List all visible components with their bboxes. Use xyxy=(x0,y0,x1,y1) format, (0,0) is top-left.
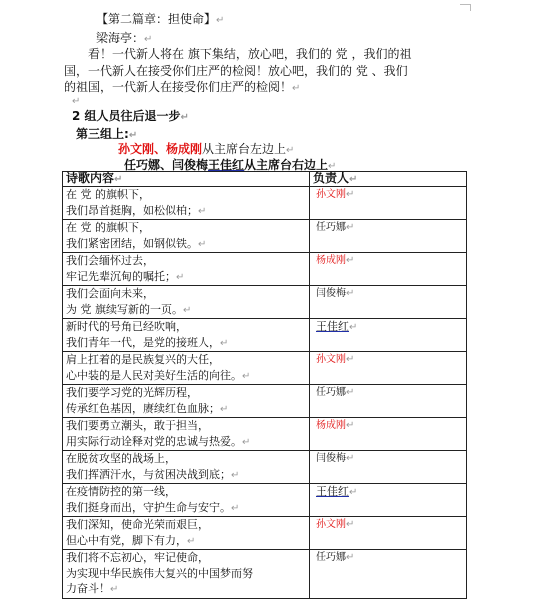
poem-cell-line xyxy=(66,434,306,451)
paragraph-mark: ↵ xyxy=(346,420,355,431)
person-cell xyxy=(310,319,467,352)
assignment-table xyxy=(62,171,467,599)
speaker-label xyxy=(96,29,152,46)
poem-cell xyxy=(63,418,310,451)
poem-cell-line xyxy=(66,418,306,434)
poem-cell-line xyxy=(66,533,306,550)
paragraph-mark: ↵ xyxy=(220,403,229,415)
person-name: 孙文刚 xyxy=(316,519,346,530)
page-corner-mark xyxy=(460,4,471,11)
person-name: 任巧娜 xyxy=(316,222,346,233)
right-entry-underlined-name: 王佳红 xyxy=(208,158,245,172)
paragraph-mark: ↵ xyxy=(346,552,355,563)
poem-cell-line xyxy=(66,319,306,335)
paragraph-mark: ↵ xyxy=(349,174,358,185)
section-title-text: 【第二篇章：担使命】 xyxy=(96,12,217,26)
poem-cell-text: 我们要勇立潮头，敢于担当， xyxy=(66,419,209,432)
right-entry-suffix: 从主席台右边上 xyxy=(244,158,329,172)
paragraph-mark: ↵ xyxy=(346,387,355,398)
header-person-text: 负责人 xyxy=(313,171,350,185)
poem-cell-line xyxy=(66,302,306,319)
poem-cell-text: 但心中有党，脚下有力， xyxy=(66,533,187,547)
paragraph-mark: ↵ xyxy=(198,205,207,217)
paragraph-mark: ↵ xyxy=(292,83,301,94)
table-row xyxy=(63,451,467,484)
table-row xyxy=(63,187,467,220)
poem-text: 国，一代新人在接受你们庄严的检阅！放心吧，我们的 党 、我们 xyxy=(64,64,408,78)
poem-cell-text: 我们紧密团结，如钢似铁。 xyxy=(66,236,198,250)
table-row xyxy=(63,385,467,418)
poem-line-1 xyxy=(88,45,411,62)
paragraph-mark: ↵ xyxy=(346,354,355,365)
poem-cell-text: 在 党 的旗帜下， xyxy=(66,221,150,234)
poem-line-3 xyxy=(64,78,300,95)
poem-cell xyxy=(63,187,310,220)
poem-text: 看！一代新人将在 旗下集结，放心吧，我们的 党 ，我们的祖 xyxy=(88,47,412,61)
poem-cell-line xyxy=(66,286,306,302)
speaker-text: 梁海亭： xyxy=(96,31,145,45)
person-cell xyxy=(310,550,467,599)
poem-cell-text: 我们将不忘初心，牢记使命， xyxy=(66,551,209,564)
header-poem-text: 诗歌内容 xyxy=(66,171,115,185)
person-name: 孙文刚 xyxy=(316,189,346,200)
poem-cell-line xyxy=(66,500,306,517)
poem-cell xyxy=(63,484,310,517)
paragraph-mark: ↵ xyxy=(346,453,355,464)
poem-cell-line xyxy=(66,451,306,467)
poem-cell-text: 在疫情防控的第一线， xyxy=(66,485,176,498)
right-entry-names: 任巧娜、闫俊梅 xyxy=(124,158,209,172)
paragraph-mark: ↵ xyxy=(349,487,358,498)
paragraph-mark: ↵ xyxy=(346,255,355,266)
person-cell xyxy=(310,286,467,319)
poem-cell-text: 牢记先辈沉甸的嘱托； xyxy=(66,269,176,283)
left-entry-suffix: 从主席台左边上 xyxy=(202,142,287,156)
person-name: 杨成刚 xyxy=(316,255,346,266)
poem-cell-text: 我们昂首挺胸，如松似柏； xyxy=(66,203,198,217)
poem-cell-text: 在 党 的旗帜下， xyxy=(66,188,150,201)
poem-cell-text: 新时代的号角已经吹响， xyxy=(66,320,187,333)
paragraph-mark: ↵ xyxy=(346,222,355,233)
poem-cell-line xyxy=(66,220,306,236)
person-cell xyxy=(310,484,467,517)
paragraph-mark: ↵ xyxy=(231,502,240,514)
person-cell xyxy=(310,385,467,418)
person-name: 杨成刚 xyxy=(316,420,346,431)
poem-cell-line xyxy=(66,368,306,385)
poem-cell-text: 用实际行动诠释对党的忠诚与热爱。 xyxy=(66,434,242,448)
poem-cell-text: 我们会缅怀过去， xyxy=(66,254,154,267)
poem-line-2 xyxy=(64,62,408,79)
poem-cell-line xyxy=(66,269,306,286)
poem-cell-text: 我们青年一代，是党的接班人， xyxy=(66,335,220,349)
section-title xyxy=(96,10,224,27)
poem-cell-text: 传承红色基因，赓续红色血脉； xyxy=(66,401,220,415)
poem-cell-line xyxy=(66,385,306,401)
poem-cell-line xyxy=(66,203,306,220)
table-row xyxy=(63,220,467,253)
left-entry-line xyxy=(118,140,294,157)
paragraph-mark: ↵ xyxy=(242,436,251,448)
poem-cell-text: 肩上扛着的是民族复兴的大任， xyxy=(66,353,220,366)
poem-cell-text: 力奋斗！ xyxy=(66,582,110,595)
person-cell xyxy=(310,418,467,451)
paragraph-mark: ↵ xyxy=(216,15,225,26)
paragraph-mark: ↵ xyxy=(144,34,153,45)
person-name: 闫俊梅 xyxy=(316,288,346,299)
paragraph-mark: ↵ xyxy=(128,130,138,141)
poem-cell-line xyxy=(66,335,306,352)
poem-cell-text: 为实现中华民族伟大复兴的中国梦而努 xyxy=(66,566,253,580)
poem-cell-line xyxy=(66,236,306,253)
poem-cell xyxy=(63,550,310,599)
person-name: 任巧娜 xyxy=(316,552,346,563)
paragraph-mark: ↵ xyxy=(346,288,355,299)
poem-text: 的祖国，一代新人在接受你们庄严的检阅！ xyxy=(64,80,293,94)
poem-cell-line xyxy=(66,467,306,484)
paragraph-mark: ↵ xyxy=(110,584,119,595)
paragraph-mark: ↵ xyxy=(286,145,295,156)
poem-cell-text: 在脱贫攻坚的战场上， xyxy=(66,452,176,465)
left-entry-names: 孙文刚、杨成刚 xyxy=(118,142,203,156)
poem-cell xyxy=(63,220,310,253)
poem-cell-line xyxy=(66,581,306,598)
group2-instruction xyxy=(72,107,189,124)
table-body xyxy=(63,187,467,599)
poem-cell-line xyxy=(66,352,306,368)
poem-cell-line xyxy=(66,550,306,566)
poem-cell xyxy=(63,352,310,385)
poem-cell-line xyxy=(66,484,306,500)
paragraph-mark: ↵ xyxy=(346,519,355,530)
poem-cell xyxy=(63,286,310,319)
person-name: 孙文刚 xyxy=(316,354,346,365)
group3-text: 第三组上: xyxy=(76,127,129,141)
poem-cell-text: 我们挺身而出，守护生命与安宁。 xyxy=(66,500,231,514)
group2-text: 2 组人员往后退一步 xyxy=(72,109,181,123)
poem-cell-text: 我们挥洒汗水，与贫困决战到底； xyxy=(66,467,231,481)
poem-cell xyxy=(63,385,310,418)
poem-cell-text: 我们要学习党的光辉历程， xyxy=(66,386,198,399)
person-name: 王佳红 xyxy=(316,485,349,498)
poem-cell-text: 我们深知，使命光荣而艰巨， xyxy=(66,518,209,531)
person-cell xyxy=(310,220,467,253)
paragraph-mark: ↵ xyxy=(183,304,192,316)
table-row xyxy=(63,517,467,550)
poem-cell xyxy=(63,517,310,550)
paragraph-mark: ↵ xyxy=(349,322,358,333)
person-cell xyxy=(310,253,467,286)
poem-cell xyxy=(63,451,310,484)
poem-cell-line xyxy=(66,253,306,269)
paragraph-mark: ↵ xyxy=(187,535,196,547)
blank-paragraph-mark: ↵ xyxy=(72,96,81,107)
table-row xyxy=(63,418,467,451)
table-row xyxy=(63,286,467,319)
poem-cell-line xyxy=(66,187,306,203)
poem-cell-text: 我们会面向未来， xyxy=(66,287,154,300)
paragraph-mark: ↵ xyxy=(346,189,355,200)
person-name: 闫俊梅 xyxy=(316,453,346,464)
person-name: 任巧娜 xyxy=(316,387,346,398)
paragraph-mark: ↵ xyxy=(328,161,337,172)
table-row xyxy=(63,352,467,385)
header-poem-content xyxy=(63,172,310,187)
table-row xyxy=(63,550,467,599)
table-row xyxy=(63,319,467,352)
poem-cell-text: 心中装的是人民对美好生活的向往。 xyxy=(66,368,242,382)
paragraph-mark: ↵ xyxy=(180,112,189,123)
person-cell xyxy=(310,352,467,385)
poem-cell-line xyxy=(66,401,306,418)
table-row xyxy=(63,253,467,286)
poem-cell xyxy=(63,319,310,352)
poem-cell-line xyxy=(66,517,306,533)
paragraph-mark: ↵ xyxy=(198,238,207,250)
poem-cell-text: 为 党 旗续写新的一页。 xyxy=(66,302,183,316)
person-cell xyxy=(310,517,467,550)
paragraph-mark: ↵ xyxy=(231,469,240,481)
person-cell xyxy=(310,451,467,484)
poem-cell-line xyxy=(66,566,306,582)
paragraph-mark: ↵ xyxy=(242,370,251,382)
header-person xyxy=(310,172,467,187)
table-header-row xyxy=(63,172,467,187)
paragraph-mark: ↵ xyxy=(220,337,229,349)
person-cell xyxy=(310,187,467,220)
paragraph-mark: ↵ xyxy=(114,174,123,185)
paragraph-mark: ↵ xyxy=(176,271,185,283)
table-row xyxy=(63,484,467,517)
person-name: 王佳红 xyxy=(316,320,349,333)
poem-cell xyxy=(63,253,310,286)
